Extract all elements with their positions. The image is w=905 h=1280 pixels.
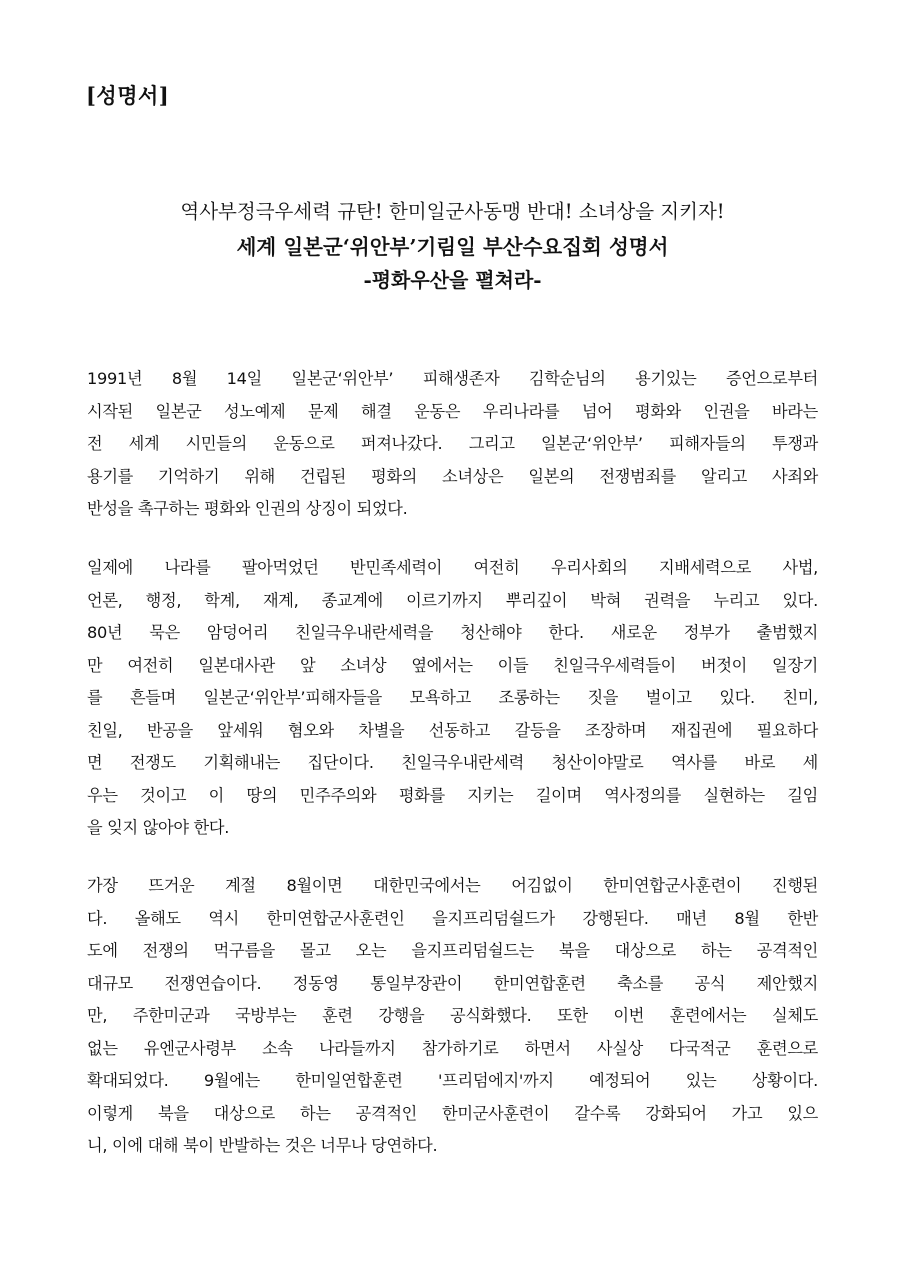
paragraph-3 xyxy=(87,870,818,1163)
paragraph-line: 반성을 촉구하는 평화와 인권의 상징이 되었다. xyxy=(87,499,408,518)
paragraph-line: 만 여전히 일본대사관 앞 소녀상 옆에서는 이들 친일극우세력들이 버젓이 일장기 xyxy=(87,655,818,675)
paragraph-line: 이렇게 북을 대상으로 하는 공격적인 한미군사훈련이 갈수록 강화되어 가고 있으 xyxy=(87,1103,818,1123)
document-label: [성명서] xyxy=(86,83,170,108)
paragraph-2 xyxy=(87,552,818,845)
paragraph-line: 80년 묵은 암덩어리 친일극우내란세력을 청산해야 한다. 새로운 정부가 출범했지 xyxy=(87,623,818,642)
paragraph-line: 도에 전쟁의 먹구름을 몰고 오는 을지프리덤쉴드는 북을 대상으로 하는 공격적인 xyxy=(87,941,818,960)
paragraph-line: 전 세계 시민들의 운동으로 퍼져나갔다. 그리고 일본군‘위안부’ 피해자들의 투쟁과 xyxy=(87,434,818,453)
paragraph-line: 만, 주한미군과 국방부는 훈련 강행을 공식화했다. 또한 이번 훈련에서는 실체도 xyxy=(87,1006,818,1025)
paragraph-line: 우는 것이고 이 땅의 민주주의와 평화를 지키는 길이며 역사정의를 실현하는 길임 xyxy=(87,785,818,805)
paragraph-line: 용기를 기억하기 위해 건립된 평화의 소녀상은 일본의 전쟁범죄를 알리고 사죄와 xyxy=(87,466,818,486)
statement-title: 세계 일본군‘위안부’기림일 부산수요집회 성명서 xyxy=(236,235,669,259)
paragraph-line: 니, 이에 대해 북이 반발하는 것은 너무나 당연하다. xyxy=(87,1136,438,1155)
paragraph-line: 확대되었다. 9월에는 한미일연합훈련 '프리덤에지'까지 예정되어 있는 상황이다. xyxy=(87,1071,818,1090)
paragraph-line: 대규모 전쟁연습이다. 정동영 통일부장관이 한미연합훈련 축소를 공식 제안했지 xyxy=(87,973,818,993)
paragraph-line: 없는 유엔군사령부 소속 나라들까지 참가하기로 하면서 사실상 다국적군 훈련으로 xyxy=(87,1038,818,1058)
paragraph-line: 면 전쟁도 기획해내는 집단이다. 친일극우내란세력 청산이야말로 역사를 바로 세 xyxy=(87,753,818,772)
paragraph-line: 을 잊지 않아야 한다. xyxy=(87,818,230,837)
paragraph-line: 일제에 나라를 팔아먹었던 반민족세력이 여전히 우리사회의 지배세력으로 사법, xyxy=(87,558,818,577)
paragraph-line: 다. 올해도 역시 한미연합군사훈련인 을지프리덤쉴드가 강행된다. 매년 8월 한반 xyxy=(87,908,818,928)
paragraph-line: 친일, 반공을 앞세워 혐오와 차별을 선동하고 갈등을 조장하며 재집권에 필요하다 xyxy=(87,720,818,740)
paragraph-1 xyxy=(87,363,818,526)
paragraph-line: 가장 뜨거운 계절 8월이면 대한민국에서는 어김없이 한미연합군사훈련이 진행된 xyxy=(87,876,818,895)
paragraph-line: 1991년 8월 14일 일본군‘위안부’ 피해생존자 김학순님의 용기있는 증언으로부터 xyxy=(87,369,818,388)
headline-slogans: 역사부정극우세력 규탄! 한미일군사동맹 반대! 소녀상을 지키자! xyxy=(180,200,725,223)
paragraph-line: 시작된 일본군 성노예제 문제 해결 운동은 우리나라를 넘어 평화와 인권을 바라는 xyxy=(87,401,818,421)
paragraph-line: 를 흔들며 일본군‘위안부’피해자들을 모욕하고 조롱하는 짓을 벌이고 있다. 친미, xyxy=(87,688,818,707)
paragraph-line: 언론, 행정, 학계, 재계, 종교계에 이르기까지 뿌리깊이 박혀 권력을 누리고 있다. xyxy=(87,590,818,610)
statement-subtitle: -평화우산을 펼쳐라- xyxy=(363,268,542,292)
